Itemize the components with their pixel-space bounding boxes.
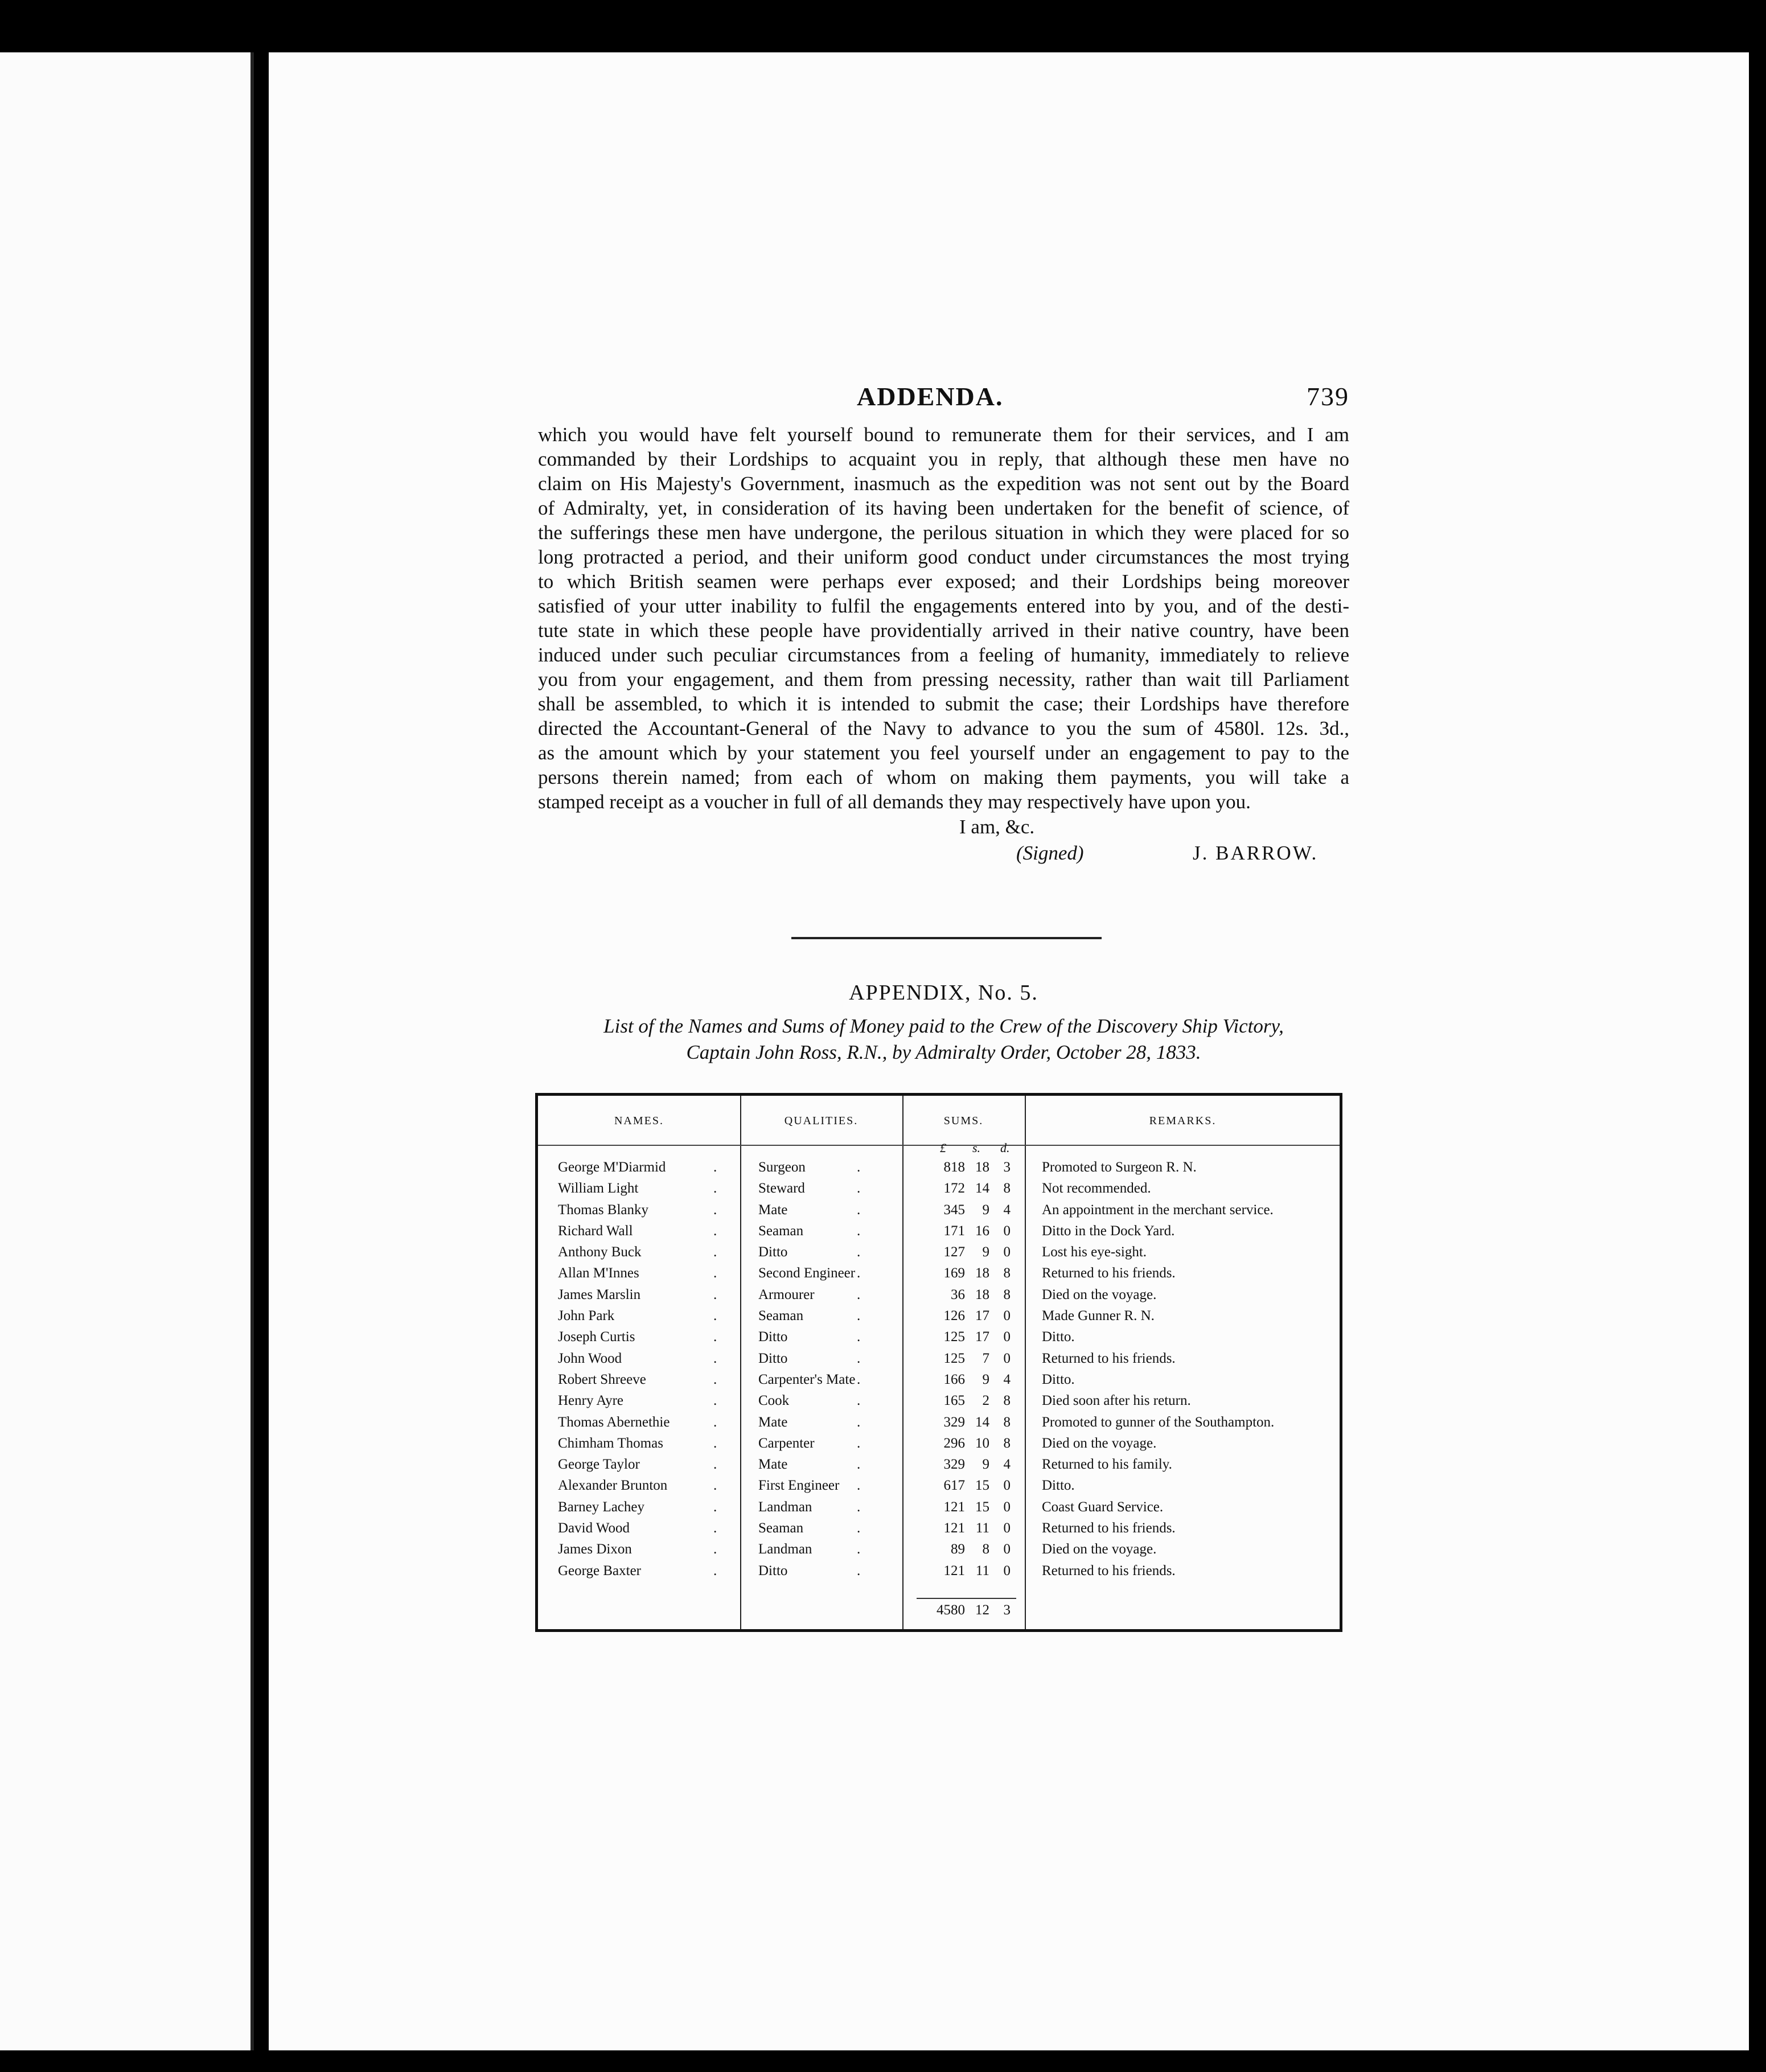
leader-dots: .: [857, 1244, 861, 1260]
crew-name: Henry Ayre: [558, 1393, 624, 1409]
sum-shillings: 2: [982, 1393, 989, 1409]
letter-line: directed the Accountant-General of the Navy to advance to you the sum of 4580l. 12s. 3d.,: [538, 717, 1349, 739]
sum-pence: 8: [1003, 1265, 1011, 1281]
sum-pounds: 171: [943, 1223, 965, 1239]
leader-dots: .: [857, 1160, 861, 1175]
crew-quality: Carpenter's Mate: [758, 1371, 856, 1387]
crew-remark: Ditto.: [1042, 1371, 1075, 1387]
sum-shillings: 17: [975, 1308, 989, 1324]
leader-dots: .: [713, 1202, 717, 1218]
sum-pounds: 125: [943, 1350, 965, 1366]
total-pence: 3: [1003, 1602, 1011, 1618]
sum-shillings: 11: [975, 1520, 989, 1536]
sum-shillings: 18: [975, 1286, 989, 1302]
sum-pence: 8: [1003, 1435, 1011, 1451]
leader-dots: .: [857, 1435, 861, 1451]
crew-name: Anthony Buck: [558, 1244, 642, 1260]
sum-pounds: 127: [943, 1244, 965, 1260]
sum-shillings: 15: [975, 1478, 989, 1494]
sum-pounds: 165: [943, 1393, 965, 1409]
sum-pence: 0: [1003, 1329, 1011, 1345]
crew-remark: Ditto.: [1042, 1329, 1075, 1345]
sum-pounds: 121: [943, 1563, 965, 1578]
crew-remark: Returned to his friends.: [1042, 1520, 1176, 1536]
sum-shillings: 15: [975, 1499, 989, 1515]
crew-quality: Carpenter: [758, 1435, 815, 1451]
sum-pence: 0: [1003, 1244, 1011, 1260]
leader-dots: .: [713, 1541, 717, 1557]
crew-remark: Returned to his family.: [1042, 1457, 1172, 1473]
total-pounds: 4580: [937, 1602, 965, 1618]
letter-line: the sufferings these men have undergone, the perilous situation in which they were placed for so: [538, 521, 1349, 544]
leader-dots: .: [857, 1414, 861, 1430]
letter-closing: [538, 814, 1349, 869]
table-row: [538, 1412, 1340, 1433]
table-row: [538, 1454, 1340, 1475]
leader-dots: .: [857, 1371, 861, 1387]
letter-line: tute state in which these people have providentially arrived in their native country, have been: [538, 619, 1349, 642]
sum-shillings: 9: [982, 1457, 989, 1473]
crew-quality: Mate: [758, 1414, 788, 1430]
crew-quality: Cook: [758, 1393, 790, 1409]
leader-dots: .: [713, 1371, 717, 1387]
signature-line: [538, 840, 1349, 869]
sum-pounds: 126: [943, 1308, 965, 1324]
table-body: [538, 1157, 1340, 1581]
crew-name: James Dixon: [558, 1541, 632, 1557]
letter-line: to which British seamen were perhaps ever exposed; and their Lordships being moreover: [538, 570, 1349, 593]
crew-name: David Wood: [558, 1520, 630, 1536]
header-rule: [538, 1145, 1340, 1146]
table-row: [538, 1539, 1340, 1560]
closing-salutation: I am, &c.: [959, 816, 1035, 838]
crew-remark: Ditto.: [1042, 1478, 1075, 1494]
leader-dots: .: [857, 1499, 861, 1515]
sum-pence: 0: [1003, 1223, 1011, 1239]
appendix-subtitle-line-2: Captain John Ross, R.N., by Admiralty Order, October 28, 1833.: [686, 1041, 1201, 1063]
unit-pence: d.: [1000, 1141, 1010, 1155]
leader-dots: .: [857, 1457, 861, 1473]
crew-remark: Not recommended.: [1042, 1181, 1151, 1197]
crew-name: George Baxter: [558, 1563, 642, 1578]
sum-pounds: 172: [943, 1181, 965, 1197]
crew-name: Barney Lachey: [558, 1499, 645, 1515]
sum-shillings: 8: [982, 1541, 989, 1557]
letter-section: [538, 381, 1349, 869]
leader-dots: .: [857, 1223, 861, 1239]
table-row: [538, 1475, 1340, 1496]
crew-name: Chimham Thomas: [558, 1435, 663, 1451]
crew-quality: Ditto: [758, 1350, 788, 1366]
header-remarks: REMARKS.: [1149, 1115, 1217, 1127]
crew-remark: Lost his eye-sight.: [1042, 1244, 1147, 1260]
crew-remark: Returned to his friends.: [1042, 1350, 1176, 1366]
crew-remark: Died on the voyage.: [1042, 1435, 1157, 1451]
total-rule: [917, 1598, 1016, 1599]
sum-pounds: 166: [943, 1371, 965, 1387]
crew-remark: Coast Guard Service.: [1042, 1499, 1164, 1515]
leader-dots: .: [713, 1329, 717, 1345]
letter-line: which you would have felt yourself bound to remunerate them for their services, and I am: [538, 424, 1349, 446]
crew-remark: Returned to his friends.: [1042, 1563, 1176, 1578]
crew-quality: Landman: [758, 1499, 812, 1515]
leader-dots: .: [857, 1478, 861, 1494]
sum-pence: 8: [1003, 1414, 1011, 1430]
crew-remark: Returned to his friends.: [1042, 1265, 1176, 1281]
sum-pounds: 818: [943, 1160, 965, 1175]
crew-remark: Promoted to gunner of the Southampton.: [1042, 1414, 1275, 1430]
table-row: [538, 1305, 1340, 1326]
crew-quality: Mate: [758, 1202, 788, 1218]
crew-name: James Marslin: [558, 1286, 641, 1302]
crew-name: Thomas Blanky: [558, 1202, 649, 1218]
crew-name: George M'Diarmid: [558, 1160, 666, 1175]
table-row: [538, 1199, 1340, 1220]
table-row: [538, 1178, 1340, 1199]
crew-quality: Seaman: [758, 1520, 804, 1536]
sum-pounds: 121: [943, 1499, 965, 1515]
crew-name: Richard Wall: [558, 1223, 633, 1239]
running-header: [538, 381, 1349, 422]
crew-quality: Ditto: [758, 1563, 788, 1578]
crew-name: Thomas Abernethie: [558, 1414, 670, 1430]
crew-remark: Died soon after his return.: [1042, 1393, 1191, 1409]
crew-quality: Seaman: [758, 1308, 804, 1324]
leader-dots: .: [857, 1265, 861, 1281]
letter-line: shall be assembled, to which it is intended to submit the case; their Lordships have therefore: [538, 693, 1349, 715]
leader-dots: .: [713, 1457, 717, 1473]
crew-name: John Wood: [558, 1350, 622, 1366]
table-row: [538, 1284, 1340, 1305]
leader-dots: .: [857, 1181, 861, 1197]
sum-shillings: 18: [975, 1265, 989, 1281]
sum-pence: 8: [1003, 1393, 1011, 1409]
sum-shillings: 17: [975, 1329, 989, 1345]
sum-pence: 0: [1003, 1350, 1011, 1366]
sum-pence: 0: [1003, 1308, 1011, 1324]
sum-pounds: 89: [951, 1541, 965, 1557]
table-row: [538, 1263, 1340, 1284]
table-row: [538, 1497, 1340, 1518]
crew-quality: Surgeon: [758, 1160, 806, 1175]
letter-line: long protracted a period, and their uniform good conduct under circumstances the most trying: [538, 546, 1349, 568]
crew-quality: Ditto: [758, 1329, 788, 1345]
signatory-name: J. BARROW.: [1193, 842, 1319, 864]
sum-pence: 8: [1003, 1286, 1011, 1302]
sum-pence: 8: [1003, 1181, 1011, 1197]
crew-name: George Taylor: [558, 1457, 640, 1473]
letter-line: as the amount which by your statement you feel yourself under an engagement to pay to the: [538, 742, 1349, 764]
table-row: [538, 1241, 1340, 1263]
leader-dots: .: [857, 1541, 861, 1557]
crew-name: Alexander Brunton: [558, 1478, 668, 1494]
header-names: NAMES.: [614, 1115, 664, 1127]
letter-body: [538, 422, 1349, 814]
section-divider: [791, 937, 1102, 939]
leader-dots: .: [713, 1435, 717, 1451]
crew-payment-table: [535, 1093, 1342, 1632]
leader-dots: .: [713, 1350, 717, 1366]
sum-pounds: 36: [951, 1286, 965, 1302]
leader-dots: .: [713, 1308, 717, 1324]
header-title: ADDENDA.: [857, 382, 1004, 411]
sum-pence: 4: [1003, 1457, 1011, 1473]
leader-dots: .: [857, 1202, 861, 1218]
crew-quality: Steward: [758, 1181, 805, 1197]
crew-remark: Died on the voyage.: [1042, 1286, 1157, 1302]
letter-line: induced under such peculiar circumstances from a feeling of humanity, immediately to relieve: [538, 644, 1349, 666]
letter-line: of Admiralty, yet, in consideration of its having been undertaken for the benefit of science, of: [538, 497, 1349, 519]
leader-dots: .: [857, 1308, 861, 1324]
sum-pounds: 125: [943, 1329, 965, 1345]
crew-quality: Mate: [758, 1457, 788, 1473]
table-row: [538, 1390, 1340, 1411]
table-row: [538, 1348, 1340, 1369]
sum-pence: 0: [1003, 1563, 1011, 1578]
unit-pounds: £: [940, 1141, 946, 1155]
sum-shillings: 7: [982, 1350, 989, 1366]
leader-dots: .: [857, 1329, 861, 1345]
sum-pence: 0: [1003, 1499, 1011, 1515]
leader-dots: .: [713, 1223, 717, 1239]
letter-line: stamped receipt as a voucher in full of all demands they may respectively have upon you.: [538, 791, 1251, 813]
sum-pence: 3: [1003, 1160, 1011, 1175]
table-row: [538, 1220, 1340, 1241]
crew-name: William Light: [558, 1181, 639, 1197]
sum-pounds: 296: [943, 1435, 965, 1451]
sum-pounds: 169: [943, 1265, 965, 1281]
sum-shillings: 11: [975, 1563, 989, 1578]
crew-name: Allan M'Innes: [558, 1265, 639, 1281]
total-shillings: 12: [975, 1602, 989, 1618]
leader-dots: .: [713, 1181, 717, 1197]
crew-name: Joseph Curtis: [558, 1329, 635, 1345]
leader-dots: .: [857, 1393, 861, 1409]
sum-pence: 0: [1003, 1478, 1011, 1494]
leader-dots: .: [713, 1244, 717, 1260]
sum-shillings: 10: [975, 1435, 989, 1451]
sum-pounds: 617: [943, 1478, 965, 1494]
leader-dots: .: [713, 1499, 717, 1515]
table-row: [538, 1157, 1340, 1178]
sum-shillings: 14: [975, 1181, 989, 1197]
sum-shillings: 18: [975, 1160, 989, 1175]
sum-shillings: 14: [975, 1414, 989, 1430]
sum-pence: 4: [1003, 1371, 1011, 1387]
sum-pence: 0: [1003, 1520, 1011, 1536]
letter-line: persons therein named; from each of whom on making them payments, you will take a: [538, 766, 1349, 788]
leader-dots: .: [713, 1478, 717, 1494]
letter-line: claim on His Majesty's Government, inasmuch as the expedition was not sent out by the Board: [538, 472, 1349, 495]
header-qualities: QUALITIES.: [784, 1115, 859, 1127]
table-row: [538, 1326, 1340, 1347]
sum-pence: 0: [1003, 1541, 1011, 1557]
leader-dots: .: [713, 1265, 717, 1281]
leader-dots: .: [713, 1393, 717, 1409]
signed-label: (Signed): [1016, 842, 1084, 864]
table-row: [538, 1369, 1340, 1390]
crew-name: Robert Shreeve: [558, 1371, 646, 1387]
leader-dots: .: [713, 1160, 717, 1175]
sum-shillings: 9: [982, 1371, 989, 1387]
leader-dots: .: [713, 1520, 717, 1536]
letter-line: satisfied of your utter inability to fulfil the engagements entered into by you, and of the desti-: [538, 595, 1349, 617]
sum-pounds: 345: [943, 1202, 965, 1218]
header-sums: SUMS.: [943, 1115, 984, 1127]
crew-remark: Died on the voyage.: [1042, 1541, 1157, 1557]
leader-dots: .: [857, 1563, 861, 1578]
sum-pounds: 329: [943, 1414, 965, 1430]
crew-name: John Park: [558, 1308, 615, 1324]
leader-dots: .: [857, 1520, 861, 1536]
table-row: [538, 1433, 1340, 1454]
crew-remark: Made Gunner R. N.: [1042, 1308, 1155, 1324]
crew-quality: Second Engineer: [758, 1265, 856, 1281]
crew-quality: Ditto: [758, 1244, 788, 1260]
crew-remark: Ditto in the Dock Yard.: [1042, 1223, 1175, 1239]
leader-dots: .: [713, 1414, 717, 1430]
leader-dots: .: [857, 1286, 861, 1302]
sum-pounds: 121: [943, 1520, 965, 1536]
leader-dots: .: [713, 1563, 717, 1578]
appendix-subtitle-line-1: List of the Names and Sums of Money paid to the Crew of the Discovery Ship Victory,: [603, 1015, 1284, 1037]
sum-shillings: 9: [982, 1202, 989, 1218]
crew-remark: An appointment in the merchant service.: [1042, 1202, 1274, 1218]
sum-pounds: 329: [943, 1457, 965, 1473]
crew-quality: Armourer: [758, 1286, 815, 1302]
appendix-title: APPENDIX, No. 5.: [849, 981, 1038, 1005]
leader-dots: .: [857, 1350, 861, 1366]
crew-remark: Promoted to Surgeon R. N.: [1042, 1160, 1197, 1175]
sum-pence: 4: [1003, 1202, 1011, 1218]
crew-quality: Landman: [758, 1541, 812, 1557]
appendix-subtitle: [538, 1013, 1349, 1066]
table-row: [538, 1560, 1340, 1581]
crew-quality: Seaman: [758, 1223, 804, 1239]
letter-line: you from your engagement, and them from pressing necessity, rather than wait till Parliament: [538, 668, 1349, 690]
leader-dots: .: [713, 1286, 717, 1302]
unit-shillings: s.: [972, 1141, 981, 1155]
page-number: 739: [1307, 382, 1349, 411]
crew-quality: First Engineer: [758, 1478, 840, 1494]
letter-line: commanded by their Lordships to acquaint you in reply, that although these men have no: [538, 448, 1349, 470]
sum-shillings: 9: [982, 1244, 989, 1260]
table-row: [538, 1518, 1340, 1539]
facing-page: [0, 52, 254, 2050]
sum-shillings: 16: [975, 1223, 989, 1239]
